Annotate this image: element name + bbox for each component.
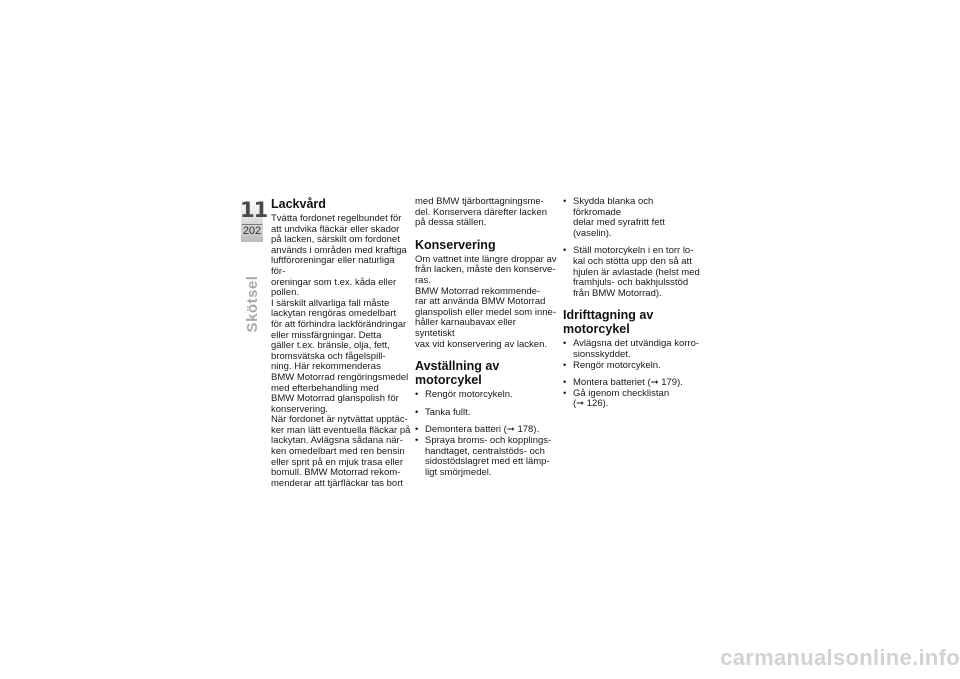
paragraph-lackvard: Tvätta fordonet regelbundet för att undvika fläckar eller skador på lacken, särskilt om fordonet används i områden med kraftiga luftföroreningar eller naturliga för- oreningar som t.ex. kåda eller pollen. I särskilt allvarliga fall måste lackytan rengöras omedelbart för att förhindra lackförändringar eller missfärgningar. Detta gäller t.ex. bränsle, olja, fett, bromsvätska och fågelspill- ning. Här rekommenderas BMW Motorrad rengöringsmedel med efterbehandling med BMW Motorrad glanspolish för konservering. När fordonet är nytvättat upptäc- ker man lätt eventuella fläckar på lackytan. Avlägsna sådana när- ken omedelbart med ren bensin eller sprit på en mjuk trasa eller bomull. BMW Motorrad rekom- menderar att tjärfläckar tas bort	[271, 213, 411, 489]
list-idrifttagning	[563, 339, 703, 410]
list-item: • Avlägsna det utvändiga korro- sionsskyddet.	[563, 339, 703, 360]
column-1	[271, 197, 411, 489]
list-item: • Spraya broms- och kopplings- handtaget, centralstöds- och sidostödslagret med ett lämp- ligt smörjmedel.	[415, 436, 557, 478]
paragraph-continued: med BMW tjärborttagningsme- del. Konservera därefter lacken på dessa ställen.	[415, 196, 548, 229]
column-3	[563, 197, 703, 410]
column-2	[415, 197, 557, 478]
list-item: • Rengör motorcykeln.	[415, 390, 557, 401]
list-item: • Gå igenom checklistan (➞ 126).	[563, 389, 703, 410]
heading-konservering: Konservering	[415, 237, 496, 252]
list-item: • Tanka fullt.	[415, 408, 557, 419]
page-number: 202	[242, 225, 262, 237]
list-item: • Montera batteriet (➞ 179).	[563, 378, 703, 389]
list-item: • Rengör motorcykeln.	[563, 361, 703, 372]
paragraph-konservering: Om vattnet inte längre droppar av från lacken, måste den konserve- ras. BMW Motorrad rekommende- rar att använda BMW Motorrad glanspolish eller medel som inne- håller karnaubavax eller syntetiskt vax vid konservering av lacken.	[415, 253, 557, 350]
list-item: • Skydda blanka och förkromade delar med syrafritt fett (vaselin).	[563, 197, 703, 239]
list-storage	[563, 197, 703, 299]
heading-idrifttagning: Idrifttagning av motorcykel	[563, 308, 654, 337]
list-item: • Demontera batteri (➞ 178).	[415, 425, 557, 436]
heading-lackvard: Lackvård	[271, 197, 326, 211]
chapter-number: 11	[240, 198, 268, 222]
chapter-title: Skötsel	[244, 275, 261, 333]
list-item: • Ställ motorcykeln i en torr lo- kal och stötta upp den så att hjulen är avlastade (helst med framhjuls- och bakhjulsstöd från BMW Motorrad).	[563, 246, 703, 299]
heading-avstallning: Avställning av motorcykel	[415, 359, 500, 388]
list-avstallning	[415, 390, 557, 478]
watermark-text: carmanualsonline.info	[720, 645, 960, 670]
